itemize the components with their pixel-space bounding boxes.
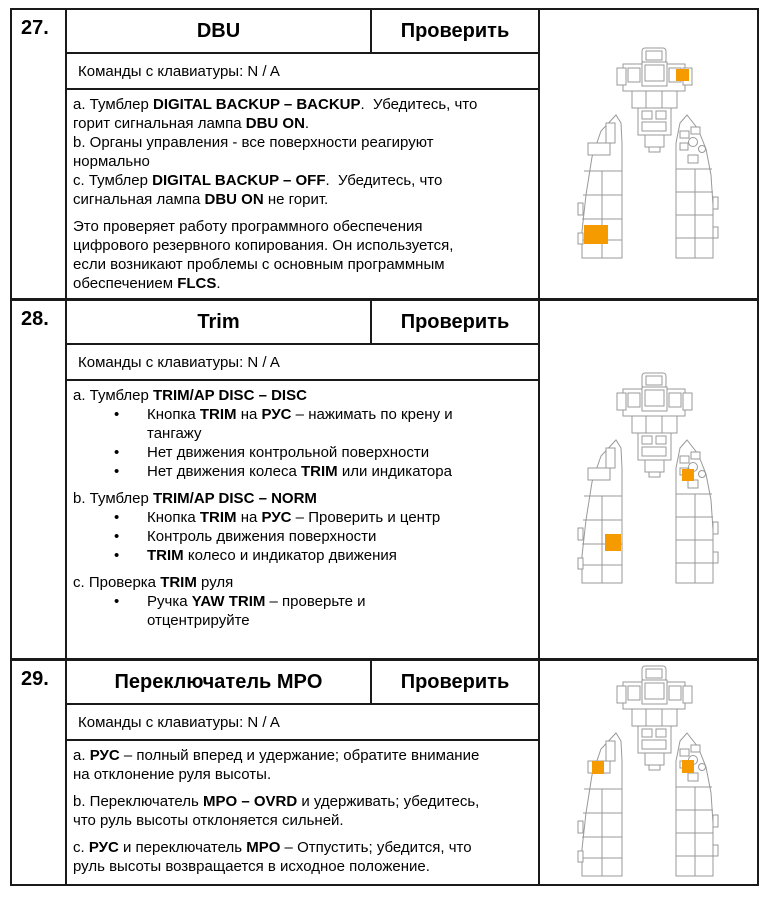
bullet-icon: •: [114, 547, 120, 564]
bullet-item: [73, 508, 534, 527]
row-number: 27.: [12, 10, 67, 298]
text-line: сигнальная лампа DBU ON не горит.: [73, 191, 329, 208]
cockpit-diagram-cell: [540, 301, 757, 658]
action-label: Проверить: [400, 19, 510, 42]
panel-highlight-marker: [682, 760, 694, 773]
bullet-line: Контроль движения поверхности: [147, 528, 377, 545]
text-line: b. Органы управления - все поверхности реагируют: [73, 134, 434, 151]
body-paragraph: [73, 489, 534, 508]
text-line: b. Тумблер TRIM/AP DISC – NORM: [73, 490, 317, 507]
text-line: c. Тумблер DIGITAL BACKUP – OFF. Убедитесь, что: [73, 172, 443, 189]
checklist-row: [12, 298, 757, 658]
procedure-body: [67, 381, 538, 658]
row-header: [67, 10, 538, 54]
text-line: Это проверяет работу программного обеспечения: [73, 218, 423, 235]
bullet-line: TRIM колесо и индикатор движения: [147, 547, 397, 564]
procedure-body: [67, 90, 538, 298]
bullet-icon: •: [114, 463, 120, 480]
body-paragraph: [73, 217, 534, 293]
body-paragraph: [73, 746, 534, 784]
panel-highlight-marker: [676, 69, 689, 81]
bullet-line: Кнопка TRIM на РУС – Проверить и центр: [147, 509, 441, 526]
text-line: b. Переключатель MPO – OVRD и удерживать; убедитесь,: [73, 793, 480, 810]
bullet-item: [73, 462, 534, 481]
row-content: [67, 661, 540, 884]
checklist-table: [10, 8, 759, 886]
bullet-item: [73, 527, 534, 546]
bullet-line: отцентрируйте: [147, 612, 250, 629]
action-label: Проверить: [400, 310, 510, 333]
text-line: цифрового резервного копирования. Он используется,: [73, 237, 454, 254]
text-line: горит сигнальная лампа DBU ON.: [73, 115, 310, 132]
panel-highlight-marker: [584, 225, 608, 244]
text-line: нормально: [73, 153, 150, 170]
body-paragraph: [73, 838, 534, 876]
procedure-title: Переключатель MPO: [67, 661, 372, 703]
bullet-icon: •: [114, 528, 120, 545]
bullet-icon: •: [114, 509, 120, 526]
row-content: [67, 301, 540, 658]
text-line: обеспечением FLCS.: [73, 275, 221, 292]
cockpit-diagram-cell: [540, 661, 757, 884]
bullet-item: [73, 546, 534, 565]
text-line: a. Тумблер TRIM/AP DISC – DISC: [73, 387, 307, 404]
checklist-row: [12, 658, 757, 884]
text-line: a. Тумблер DIGITAL BACKUP – BACKUP. Убедитесь, что: [73, 96, 478, 113]
bullet-icon: •: [114, 444, 120, 461]
keyboard-commands-label: Команды с клавиатуры: N / A: [67, 54, 538, 90]
bullet-icon: •: [114, 593, 120, 610]
action-label: Проверить: [400, 670, 510, 693]
text-line: a. РУС – полный вперед и удержание; обратите внимание: [73, 747, 480, 764]
keyboard-commands-label: Команды с клавиатуры: N / A: [67, 345, 538, 381]
procedure-title: Trim: [67, 301, 372, 343]
bullet-icon: •: [114, 406, 120, 423]
panel-highlight-marker: [682, 469, 694, 481]
row-header: [67, 301, 538, 345]
row-content: [67, 10, 540, 298]
bullet-line: Нет движения контрольной поверхности: [147, 444, 430, 461]
text-line: что руль высоты отклоняется сильней.: [73, 812, 344, 829]
text-line: если возникают проблемы с основным программным: [73, 256, 445, 273]
body-paragraph: [73, 792, 534, 830]
body-paragraph: [73, 573, 534, 592]
text-line: на отклонение руля высоты.: [73, 766, 272, 783]
body-paragraph: [73, 95, 534, 209]
keyboard-commands-label: Команды с клавиатуры: N / A: [67, 705, 538, 741]
bullet-item: [73, 443, 534, 462]
cockpit-line-art: [578, 373, 718, 583]
text-line: c. Проверка TRIM руля: [73, 574, 234, 591]
checklist-row: [12, 10, 757, 298]
bullet-line: Кнопка TRIM на РУС – нажимать по крену и: [147, 406, 453, 423]
procedure-title: DBU: [67, 10, 372, 52]
cockpit-diagram: [576, 665, 721, 880]
row-header: [67, 661, 538, 705]
bullet-line: Ручка YAW TRIM – проверьте и: [147, 593, 366, 610]
cockpit-diagram: [576, 47, 721, 262]
row-number: 28.: [12, 301, 67, 658]
cockpit-diagram-cell: [540, 10, 757, 298]
text-line: руль высоты возвращается в исходное положение.: [73, 858, 430, 875]
row-number: 29.: [12, 661, 67, 884]
panel-highlight-marker: [592, 761, 604, 774]
bullet-line: тангажу: [147, 425, 202, 442]
bullet-item: [73, 592, 534, 630]
bullet-item: [73, 405, 534, 443]
cockpit-diagram: [576, 372, 721, 587]
text-line: c. РУС и переключатель MPO – Отпустить; убедится, что: [73, 839, 472, 856]
panel-highlight-marker: [605, 534, 621, 551]
procedure-body: [67, 741, 538, 884]
body-paragraph: [73, 386, 534, 405]
bullet-line: Нет движения колеса TRIM или индикатора: [147, 463, 452, 480]
